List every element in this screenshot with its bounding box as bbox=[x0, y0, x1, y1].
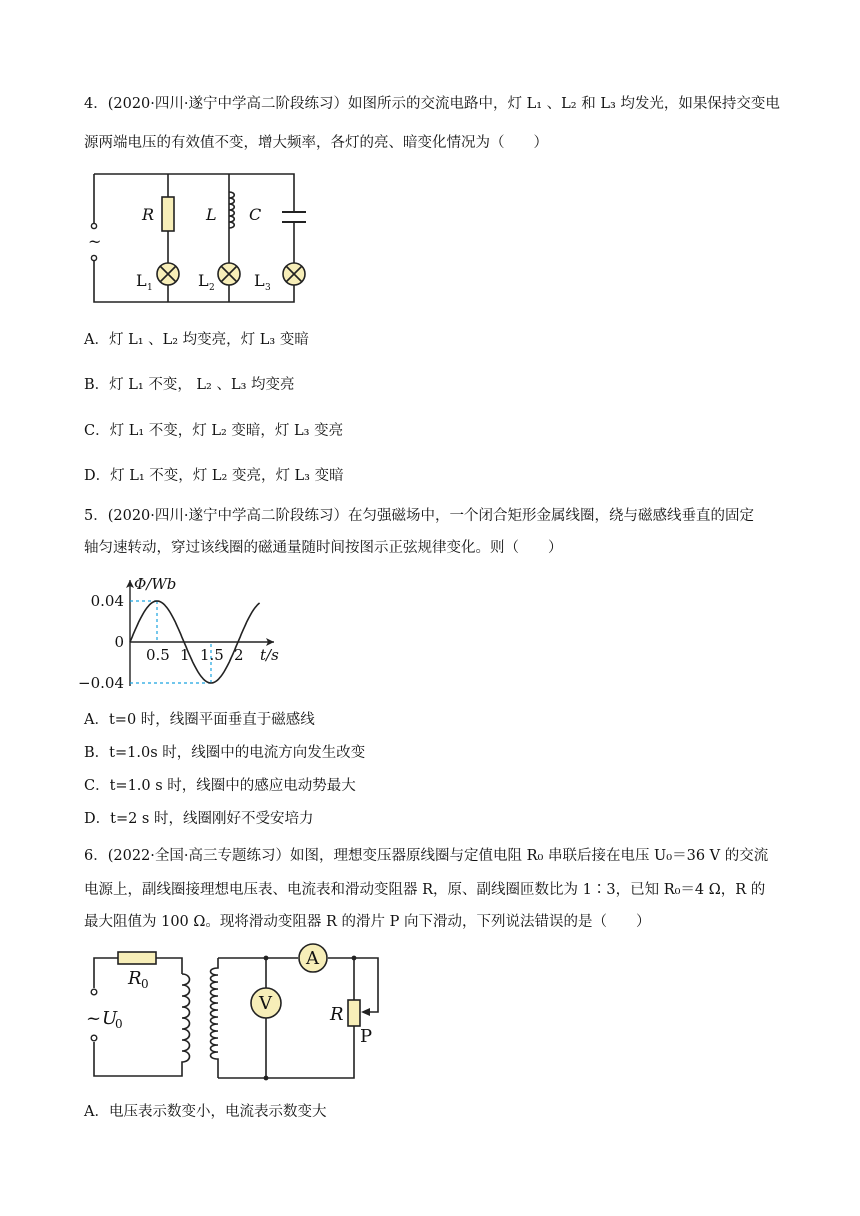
y-axis-label: Φ/Wb bbox=[134, 575, 177, 593]
x-tick-label: 1.5 bbox=[200, 646, 224, 664]
source-terminal-bottom bbox=[91, 1035, 97, 1041]
rheostat-label: R bbox=[330, 1004, 344, 1025]
lamp1-sub: 1 bbox=[147, 283, 153, 293]
q6-transformer-circuit bbox=[84, 944, 394, 1084]
ac-symbol: ~ bbox=[86, 1008, 102, 1029]
y-tick-label: 0 bbox=[114, 633, 124, 651]
q5-option-c: C．t=1.0 s 时，线圈中的感应电动势最大 bbox=[84, 778, 356, 794]
q4-option-c: C．灯 L₁ 不变，灯 L₂ 变暗，灯 L₃ 变亮 bbox=[84, 423, 344, 439]
ac-symbol: ~ bbox=[88, 232, 102, 251]
q4-option-a: A．灯 L₁ 、L₂ 均变亮，灯 L₃ 变暗 bbox=[84, 332, 309, 348]
q4-stem-line2: 源两端电压的有效值不变，增大频率，各灯的亮、暗变化情况为（ ） bbox=[84, 135, 548, 151]
y-tick-label: −0.04 bbox=[78, 674, 124, 692]
voltmeter-label: V bbox=[259, 993, 272, 1014]
resistor-label: R bbox=[142, 205, 155, 224]
q5-option-a: A．t=0 时，线圈平面垂直于磁感线 bbox=[84, 712, 315, 728]
inductor-label: L bbox=[206, 205, 217, 224]
lamp1-label: L bbox=[136, 271, 147, 290]
q4-option-b: B．灯 L₁ 不变， L₂ 、L₃ 均变亮 bbox=[84, 377, 295, 393]
source-terminal-top bbox=[91, 223, 96, 228]
r0-label: R bbox=[128, 968, 142, 989]
slider-p-label: P bbox=[360, 1026, 373, 1047]
q4-stem-line1: 4．(2020·四川·遂宁中学高二阶段练习）如图所示的交流电路中，灯 L₁ 、L₂ 和 L₃ 均发光，如果保持交变电 bbox=[84, 96, 780, 112]
q4-option-d: D．灯 L₁ 不变，灯 L₂ 变亮，灯 L₃ 变暗 bbox=[84, 468, 344, 484]
ammeter-label: A bbox=[306, 948, 319, 969]
q6-stem-line3: 最大阻值为 100 Ω。现将滑动变阻器 R 的滑片 P 向下滑动，下列说法错误的是（ ） bbox=[84, 914, 651, 930]
capacitor-label: C bbox=[249, 205, 262, 224]
lamp2-sub: 2 bbox=[209, 283, 215, 293]
source-terminal-bottom bbox=[91, 255, 96, 260]
u0-label: U bbox=[102, 1008, 118, 1029]
q6-stem-line2: 电源上，副线圈接理想电压表、电流表和滑动变阻器 R，原、副线圈匝数比为 1∶3，已知 R₀＝4 Ω，R 的 bbox=[84, 882, 766, 898]
lamp2-label: L bbox=[198, 271, 209, 290]
x-axis-label: t/s bbox=[260, 646, 279, 664]
q5-option-d: D．t=2 s 时，线圈刚好不受安培力 bbox=[84, 811, 314, 827]
q4-circuit-diagram bbox=[84, 166, 314, 308]
u0-sub: 0 bbox=[115, 1017, 123, 1031]
lamp3-label: L bbox=[254, 271, 265, 290]
q5-option-b: B．t=1.0s 时，线圈中的电流方向发生改变 bbox=[84, 745, 366, 761]
source-terminal-top bbox=[91, 989, 97, 995]
y-tick-label: 0.04 bbox=[90, 592, 124, 610]
q6-option-a: A．电压表示数变小，电流表示数变大 bbox=[84, 1104, 327, 1120]
q5-stem-line1: 5．(2020·四川·遂宁中学高二阶段练习）在匀强磁场中，一个闭合矩形金属线圈，绕与磁感线垂直的固定 bbox=[84, 508, 754, 524]
q5-stem-line2: 轴匀速转动，穿过该线圈的磁通量随时间按图示正弦规律变化。则（ ） bbox=[84, 540, 563, 556]
flux-time-chart bbox=[78, 574, 294, 696]
lamp3-sub: 3 bbox=[265, 283, 271, 293]
x-tick-label: 0.5 bbox=[146, 646, 170, 664]
x-tick-label: 1 bbox=[180, 646, 190, 664]
q6-stem-line1: 6．(2022·全国·高三专题练习）如图，理想变压器原线圈与定值电阻 R₀ 串联后接在电压 U₀＝36 V 的交流 bbox=[84, 848, 769, 864]
r0-sub: 0 bbox=[141, 977, 149, 991]
x-tick-label: 2 bbox=[234, 646, 244, 664]
